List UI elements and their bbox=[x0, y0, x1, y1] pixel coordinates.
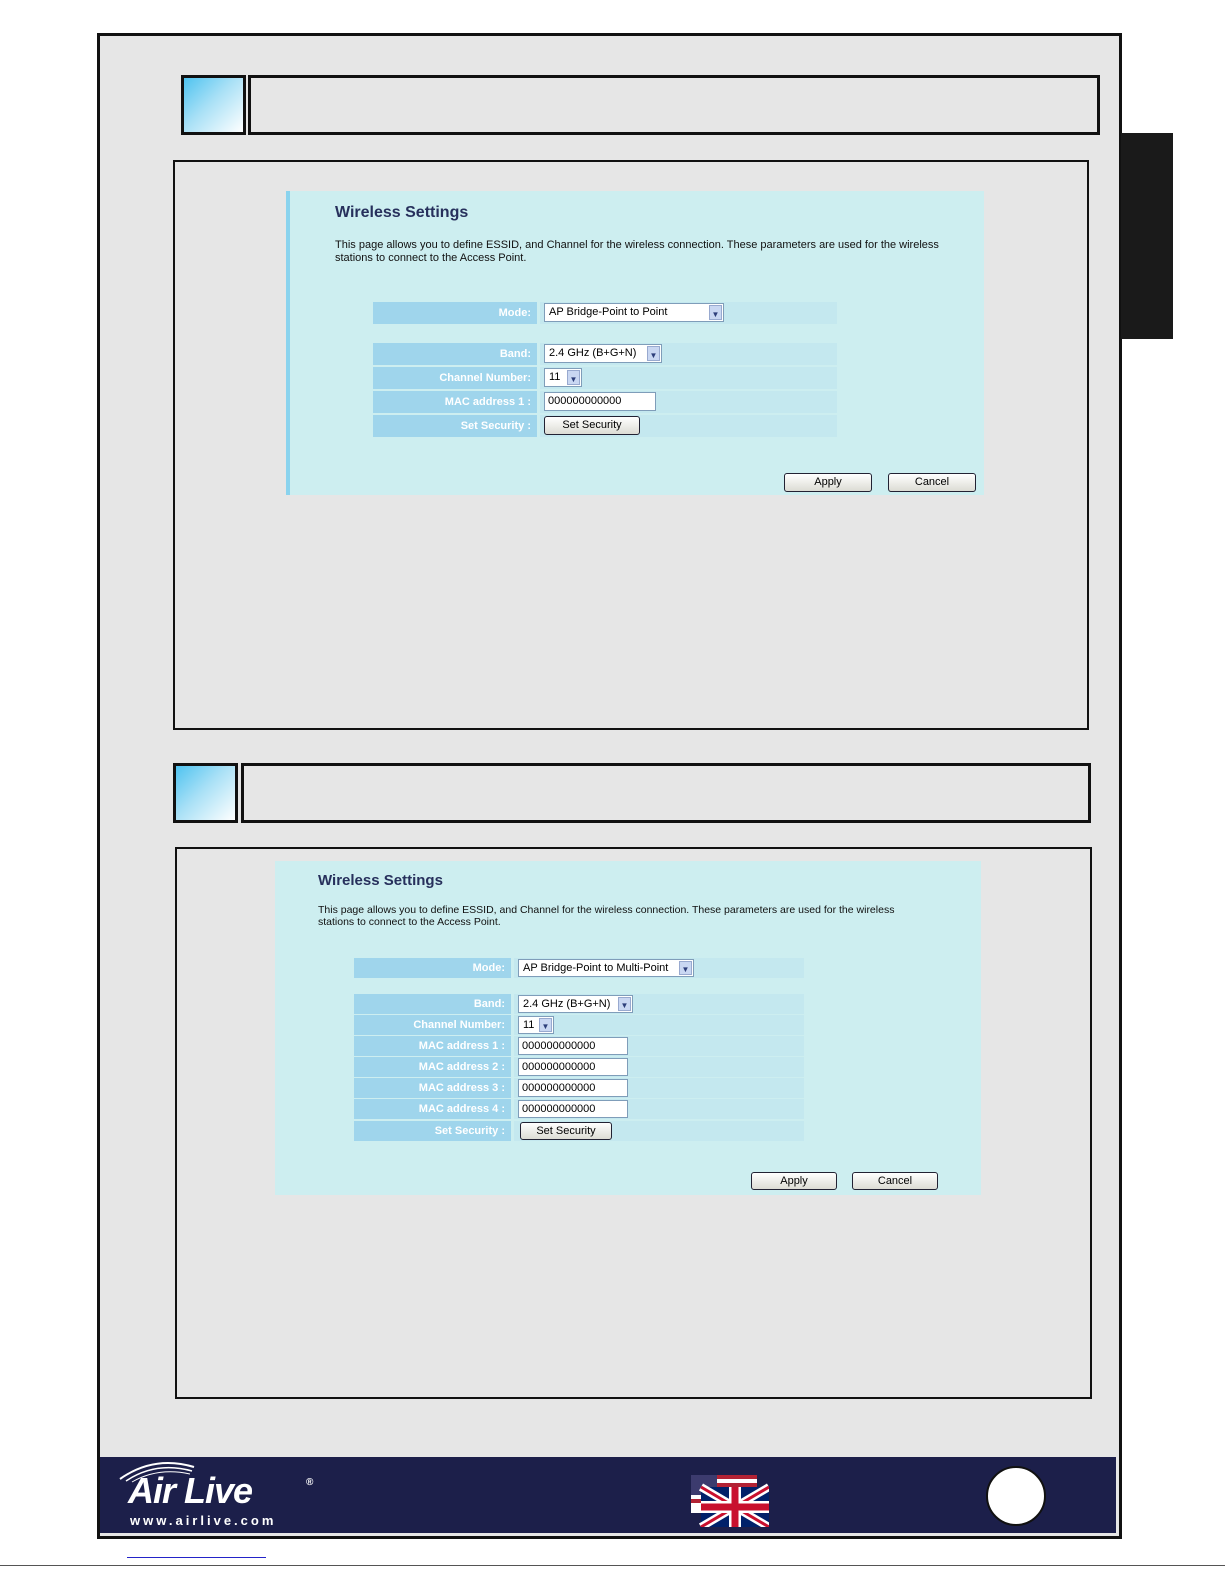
dropdown-arrow-icon: ▼ bbox=[709, 305, 722, 320]
bottom-divider bbox=[0, 1565, 1225, 1566]
apply-button[interactable]: Apply bbox=[751, 1172, 837, 1190]
channel-label: Channel Number: bbox=[373, 367, 537, 389]
side-tab bbox=[1121, 133, 1173, 339]
wireless-settings-panel-2 bbox=[275, 861, 981, 1195]
description-line-1: This page allows you to define ESSID, and Channel for the wireless connection. These parameters are used for the wireless bbox=[335, 239, 939, 251]
set-security-button[interactable]: Set Security bbox=[544, 416, 640, 435]
security-label: Set Security : bbox=[354, 1121, 511, 1141]
mode-label: Mode: bbox=[373, 302, 537, 324]
dropdown-arrow-icon: ▼ bbox=[539, 1018, 552, 1032]
dropdown-arrow-icon: ▼ bbox=[647, 346, 660, 361]
page-number-circle-icon bbox=[986, 1466, 1046, 1526]
channel-select[interactable] bbox=[544, 368, 582, 387]
step-square-icon bbox=[173, 763, 238, 823]
wireless-settings-panel-1 bbox=[286, 191, 984, 495]
band-select[interactable] bbox=[544, 344, 662, 363]
security-label: Set Security : bbox=[373, 415, 537, 437]
mode-select[interactable] bbox=[544, 303, 724, 322]
mode-select[interactable] bbox=[518, 959, 694, 977]
band-label: Band: bbox=[373, 343, 537, 365]
band-label: Band: bbox=[354, 994, 511, 1014]
mode-select-value: AP Bridge-Point to Point bbox=[549, 306, 668, 318]
panel-title: Wireless Settings bbox=[318, 872, 443, 889]
mac4-label: MAC address 4 : bbox=[354, 1099, 511, 1119]
band-select[interactable] bbox=[518, 995, 633, 1013]
logo-registered: ® bbox=[306, 1477, 314, 1488]
mac1-input[interactable]: 000000000000 bbox=[544, 392, 656, 411]
panel-description bbox=[318, 904, 894, 928]
logo-wordmark: Air Live bbox=[128, 1470, 253, 1511]
description-line-2: stations to connect to the Access Point. bbox=[335, 252, 527, 264]
channel-select[interactable] bbox=[518, 1016, 554, 1034]
mac1-label: MAC address 1 : bbox=[354, 1036, 511, 1056]
band-select-value: 2.4 GHz (B+G+N) bbox=[523, 998, 611, 1010]
panel-title: Wireless Settings bbox=[335, 204, 469, 221]
set-security-button[interactable]: Set Security bbox=[520, 1122, 612, 1140]
description-line-1: This page allows you to define ESSID, and Channel for the wireless connection. These parameters are used for the wireless bbox=[318, 904, 895, 916]
apply-button[interactable]: Apply bbox=[784, 473, 872, 492]
cancel-button[interactable]: Cancel bbox=[888, 473, 976, 492]
mac2-input[interactable]: 000000000000 bbox=[518, 1058, 628, 1076]
dropdown-arrow-icon: ▼ bbox=[679, 961, 692, 975]
panel-description bbox=[335, 239, 939, 265]
mac3-label: MAC address 3 : bbox=[354, 1078, 511, 1098]
mode-label: Mode: bbox=[354, 958, 511, 978]
step-square-icon bbox=[181, 75, 246, 135]
mode-select-value: AP Bridge-Point to Multi-Point bbox=[523, 962, 669, 974]
band-select-value: 2.4 GHz (B+G+N) bbox=[549, 347, 637, 359]
description-line-2: stations to connect to the Access Point. bbox=[318, 916, 501, 928]
channel-select-value: 11 bbox=[549, 371, 561, 383]
mac4-input[interactable]: 000000000000 bbox=[518, 1100, 628, 1118]
mac1-input[interactable]: 000000000000 bbox=[518, 1037, 628, 1055]
channel-select-value: 11 bbox=[523, 1019, 535, 1031]
logo-url: www.airlive.com bbox=[130, 1513, 277, 1528]
channel-row bbox=[514, 1015, 804, 1035]
cancel-button[interactable]: Cancel bbox=[852, 1172, 938, 1190]
channel-row bbox=[540, 367, 837, 389]
mac1-label: MAC address 1 : bbox=[373, 391, 537, 413]
section-banner-2 bbox=[241, 763, 1091, 823]
dropdown-arrow-icon: ▼ bbox=[618, 997, 631, 1011]
language-flag-icon[interactable] bbox=[691, 1475, 769, 1527]
footer-bar bbox=[100, 1457, 1116, 1533]
dropdown-arrow-icon: ▼ bbox=[567, 370, 580, 385]
channel-label: Channel Number: bbox=[354, 1015, 511, 1035]
mac2-label: MAC address 2 : bbox=[354, 1057, 511, 1077]
mac3-input[interactable]: 000000000000 bbox=[518, 1079, 628, 1097]
section-banner-1 bbox=[248, 75, 1100, 135]
footer-link-underline bbox=[127, 1557, 266, 1558]
